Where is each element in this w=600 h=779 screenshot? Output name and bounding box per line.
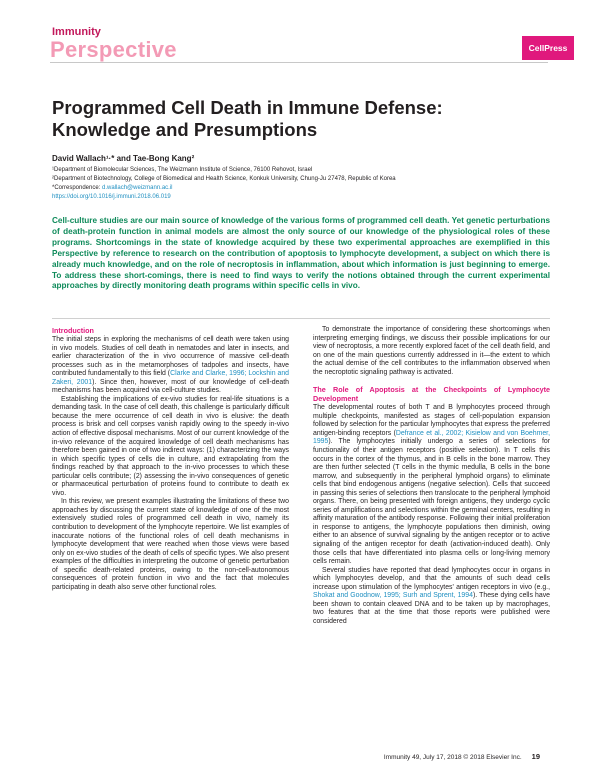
abstract bbox=[52, 216, 550, 292]
page-number: 19 bbox=[531, 752, 540, 761]
affiliation-1: ¹Department of Biomolecular Sciences, The Weizmann Institute of Science, 76100 Rehovot, Israel bbox=[52, 167, 313, 173]
paragraph-2: Establishing the implications of ex-vivo studies for real-life situations is a demanding task. In the case of cell death, this challenge is particularly difficult because the mere occurrence of cell death in vivo is elusive: the death process is brisk and cell corpses vanish rapidly owing to the speedy in-vivo action of effective disposal mechanisms. Most of our current knowledge of the in-vivo relevance of the acquired knowledge of cell death mechanisms has therefore been gained in one of two indirect ways: (1) characterizing the ways in which specific types of cells die in culture, and extrapolating from the findings reached by that approach to the in-vivo processes to which these particular cells contribute; (2) assessing the in-vivo consequences of genetic or pharmaceutical perturbation of proteins found to contribute to death ex vivo. bbox=[52, 395, 289, 497]
paragraph-1: The initial steps in exploring the mechanisms of cell death were taken using in vivo models. Studies of cell death in nematodes and later in insects, and earlier characterization of the in vivo occurrence of massive cell-death processes such as in the metamorphoses of tadpoles and insects, have contributed fundamentally to this field (Clarke and Clarke, 1996; Lockshin and Zakeri, 2001). Since then, however, most of our knowledge of cell-death mechanisms has been acquired via cell-culture studies. bbox=[52, 336, 289, 395]
introduction-heading: Introduction bbox=[52, 326, 94, 335]
journal-name: Immunity bbox=[52, 26, 101, 38]
section-label: Perspective bbox=[50, 37, 177, 62]
footer-citation: Immunity 49, July 17, 2018 © 2018 Elsevier Inc. bbox=[383, 754, 522, 761]
correspondence-label: *Correspondence: bbox=[52, 185, 101, 191]
citation-link[interactable]: Shokat and Goodnow, 1995; Surh and Sprent, 1994 bbox=[313, 592, 473, 600]
doi-link[interactable]: https://doi.org/10.1016/j.immuni.2018.06.019 bbox=[52, 194, 171, 200]
cellpress-logo: CellPress bbox=[522, 36, 574, 60]
paragraph-3: In this review, we present examples illustrating the limitations of these two approaches by discussing the current state of knowledge of one of the most extensively studied roles of programmed cell death in vivo, namely its contribution to development of the lymphocyte repertoire. We list examples of inaccurate notions of the functional roles of cell death mechanisms in lymphocyte development that were reached when those views were based only on ex-vivo studies of the death of cells of specific types. We also present examples of the difficulties in interpreting the outcome of genetic perturbation of specific death-related proteins, owing to the non-cell-autonomous consequences of protein function in vivo and the fact that molecules participating in death also serve other functional roles. bbox=[52, 498, 289, 591]
author-list: David Wallach¹·* and Tae-Bong Kang² bbox=[52, 154, 195, 163]
apoptosis-heading: The Role of Apoptosis at the Checkpoints of Lymphocyte Development bbox=[313, 385, 550, 404]
paragraph-5: The developmental routes of both T and B lymphocytes proceed through multiple checkpoints, manifested as stages of cell-population expansion followed by selection for the particular lymphocytes that express the preferred antigen-binding receptors (Defrance et al., 2002; Kisielow and von Boehmer, 1995). The lymphocytes initially undergo a series of selections for functionality of their antigen receptors (positive selection). In T cells this occurs in the cortex of the thymus, and in B cells in the bone marrow. They are then further selected (T cells in the thymic medulla, B cells in the bone marrow, and subsequently in the peripheral lymphoid organs) to eliminate cells that bind endogenous antigens (negative selection). Cells that succeed in passing this series of selections then translocate to the peripheral lymphoid organs. There, on being presented with foreign antigens, they undergo cyclic series of amplifications and selections within the germinal centers, resulting in affinity maturation of the antibody response. Following their initial proliferation in response to antigens, the lymphocyte populations then diminish, owing either to an absence of survival signaling by the antigen receptor or to active signaling of the antigen receptor for death (activation-induced death). Only those cells that have differentiated into plasma cells or long-living memory cells remain. bbox=[313, 404, 550, 566]
paragraph-6: Several studies have reported that dead lymphocytes occur in organs in which lymphocytes develop, and that the amounts of such dead cells increase upon stimulation of the lymphocytes' antigen receptors in vivo (e.g., Shokat and Goodnow, 1995; Surh and Sprent, 1994). These dying cells have been shown to contain cleaved DNA and to be taken up by macrophages, two features that at the time that those reports were published were considered bbox=[313, 566, 551, 625]
paragraph-4: To demonstrate the importance of considering these shortcomings when interpreting emerging findings, we discuss their possible implications for our view of necroptosis, a more recently explored facet of the cell death field, and on one of the main questions currently addressed in it—the extent to which the actual demise of the cell contributes to the inflammation observed when the necroptotic signaling pathway is activated. bbox=[313, 326, 550, 376]
article-title: Programmed Cell Death in Immune Defense: Knowledge and Presumptions bbox=[52, 97, 443, 140]
citation-link[interactable]: Defrance et al., 2002; Kisielow and von Boehmer, 1995 bbox=[313, 429, 550, 446]
page-footer bbox=[384, 752, 540, 761]
citation-link[interactable]: Clarke and Clarke, 1996; Lockshin and Zakeri, 2001 bbox=[52, 370, 289, 386]
abstract-rule bbox=[52, 318, 550, 319]
body-column-right bbox=[313, 326, 550, 627]
abstract-text: Cell-culture studies are our main source of knowledge of the various forms of programmed cell death. Yet genetic perturbations of death-protein function in animal models are almost the only source of our knowledge of the physiological roles of these programs. Shortcomings in the state of knowledge acquired by these two experimental approaches are exemplified in this Perspective by reference to research on the contribution of apoptosis to lymphocyte development, a subject on which there is already much knowledge, and on the role of necroptosis in inflammation, about which information is just beginning to emerge. To address these short-comings, there is need to find ways to verify the notions obtained through the current experimental approaches by directly monitoring death programs within specific cells in vivo. bbox=[52, 216, 550, 291]
body-column-left bbox=[52, 326, 289, 592]
affiliation-2: ²Department of Biotechnology, College of Biomedical and Health Science, Konkuk University, Chung-Ju 27478, Republic of Korea bbox=[52, 176, 396, 182]
correspondence bbox=[52, 184, 173, 192]
correspondence-email-link[interactable]: d.wallach@weizmann.ac.il bbox=[102, 185, 173, 191]
header-rule bbox=[50, 62, 548, 63]
doi-line bbox=[52, 193, 171, 201]
